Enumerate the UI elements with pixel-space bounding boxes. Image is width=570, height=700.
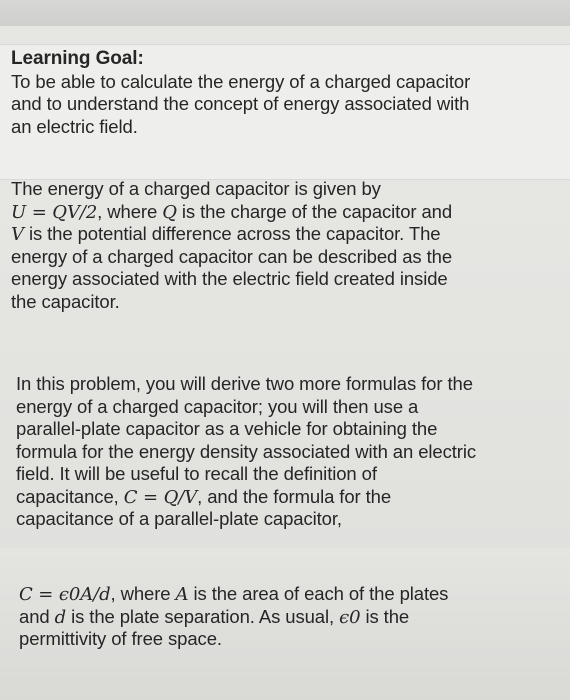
formula-line-2 (19, 606, 448, 629)
formula-line-2-text-3: is the (360, 605, 410, 627)
derivation-line-6-text: capacitance, (16, 485, 124, 507)
formula-line-1-text-2: is the area of each of the plates (188, 583, 449, 604)
energy-line-2 (11, 201, 452, 224)
formula-line-3: permittivity of free space. (19, 628, 222, 649)
learning-goal-heading: Learning Goal: (11, 48, 144, 69)
formula-line-1-text: , where (110, 583, 176, 604)
permittivity-symbol: ϵ0 (339, 606, 361, 628)
parallel-plate-formula: C = ϵ0A/d (19, 584, 111, 605)
energy-line-4: energy of a charged capacitor can be described as the (11, 245, 453, 267)
energy-paragraph (11, 178, 452, 313)
energy-line-2-text-2: is the charge of the capacitor and (176, 200, 453, 222)
energy-line-6: the capacitor. (11, 290, 120, 312)
derivation-paragraph (16, 373, 476, 531)
energy-formula: U = QV/2 (11, 201, 98, 223)
learning-goal-line-3: an electric field. (11, 115, 138, 137)
area-symbol: A (175, 584, 189, 605)
energy-line-2-text: , where (97, 200, 163, 222)
learning-goal-line-2: and to understand the concept of energy associated with (11, 93, 470, 114)
learning-goal-line-1: To be able to calculate the energy of a charged capacitor (11, 70, 471, 92)
energy-line-5: energy associated with the electric field created inside (11, 268, 448, 289)
derivation-line-7: capacitance of a parallel-plate capacitor, (16, 508, 342, 529)
derivation-line-2: energy of a charged capacitor; you will then use a (16, 395, 419, 417)
potential-symbol: V (11, 224, 24, 245)
derivation-line-6 (16, 486, 476, 509)
derivation-line-3: parallel-plate capacitor as a vehicle for obtaining the (16, 418, 438, 439)
charge-symbol: Q (162, 201, 177, 223)
derivation-line-1: In this problem, you will derive two more formulas for the (16, 373, 473, 394)
energy-line-3 (11, 223, 452, 246)
derivation-line-5: field. It will be useful to recall the definition of (16, 463, 377, 484)
formula-line-2-text-2: is the plate separation. As usual, (66, 605, 340, 627)
top-background (0, 0, 570, 26)
capacitance-definition: C = Q/V (123, 486, 198, 508)
formula-line-2-text: and (19, 605, 55, 627)
derivation-line-6-text-2: , and the formula for the (197, 485, 392, 507)
learning-goal-section (11, 48, 470, 138)
energy-line-3-text: is the potential difference across the capacitor. The (23, 223, 441, 244)
formula-paragraph (19, 583, 448, 651)
derivation-line-4: formula for the energy density associated with an electric (16, 440, 477, 462)
energy-line-1: The energy of a charged capacitor is given by (11, 178, 381, 199)
formula-line-1 (19, 583, 448, 606)
separation-symbol: d (54, 606, 67, 628)
